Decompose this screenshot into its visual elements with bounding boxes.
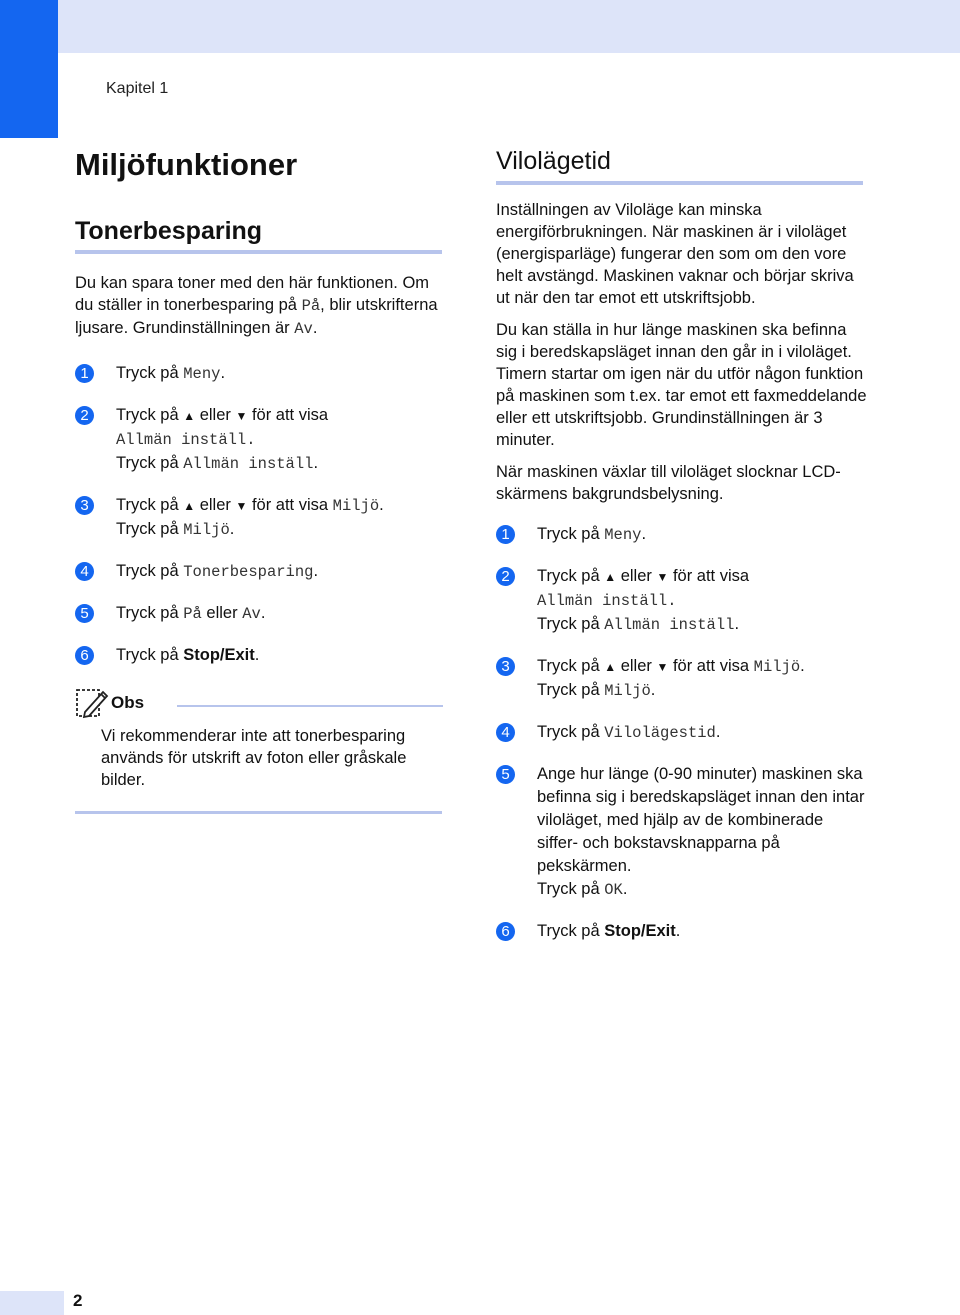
list-item [496,721,868,745]
list-item [496,920,868,943]
note-title: Obs [111,693,145,712]
step-number-badge: 3 [496,657,515,676]
note-rule [75,811,442,814]
list-item [496,523,868,547]
paragraph: När maskinen växlar till viloläget slocknar LCD-skärmens bakgrundsbelysning. [496,463,841,503]
list-item [75,602,447,626]
step-number-badge: 5 [75,604,94,623]
up-arrow-icon: ▲ [604,570,617,584]
step-number-badge: 5 [496,765,515,784]
step-text: Tryck på På eller Av. [116,604,266,623]
page-number: 2 [73,1291,83,1310]
step-number-badge: 2 [496,567,515,586]
section-title-vilolagetid: Vilolägetid [496,147,611,175]
right-column [496,146,868,961]
list-item [75,560,447,584]
list-item [75,494,447,542]
paragraph: Du kan ställa in hur länge maskinen ska befinna sig i beredskapsläget innan den går in i viloläget. Timern startar om igen när du utför någon funktion på maskinen som t.ex. tar emot ett faxmeddelande eller ett utskriftsjobb. Grundinställningen är 3 minuter. [496,321,867,449]
step-number-badge: 3 [75,496,94,515]
list-item [75,404,447,476]
step-text: Tryck på Stop/Exit. [537,922,681,940]
down-arrow-icon: ▼ [656,660,669,674]
step-number-badge: 2 [75,406,94,425]
step-text: Ange hur länge (0-90 minuter) maskinen ska befinna sig i beredskapsläget innan den intar viloläget, med hjälp av de kombinerade siffer- och bokstavsknapparna på pekskärmen. Tryck på OK. [537,765,865,899]
step-text: Tryck på ▲ eller ▼ för att visa Miljö. Tryck på Miljö. [116,496,384,539]
intro-paragraph: Du kan spara toner med den här funktionen. Om du ställer in tonerbesparing på På, blir utskrifterna ljusare. Grundinställningen är Av. [75,274,438,338]
page-title: Miljöfunktioner [75,147,298,182]
step-text: Tryck på Stop/Exit. [116,646,260,664]
chapter-tab [0,0,58,138]
step-text: Tryck på Tonerbesparing. [116,562,319,581]
list-item [75,362,447,386]
step-text: Tryck på ▲ eller ▼ för att visa Allmän inställ. Tryck på Allmän inställ. [537,567,750,634]
step-text: Tryck på Vilolägestid. [537,723,721,742]
list-item [496,655,868,703]
note-text: Vi rekommenderar inte att tonerbesparing används för utskrift av foton eller gråskale bilder. [101,727,407,789]
note-box [75,685,447,814]
step-number-badge: 6 [75,646,94,665]
up-arrow-icon: ▲ [183,409,196,423]
left-column [75,146,447,814]
note-rule [177,705,443,707]
down-arrow-icon: ▼ [656,570,669,584]
up-arrow-icon: ▲ [604,660,617,674]
header-band [0,0,960,53]
list-item [496,763,868,902]
section-rule [496,181,863,185]
down-arrow-icon: ▼ [235,499,248,513]
note-pencil-icon [75,686,109,720]
step-number-badge: 6 [496,922,515,941]
step-number-badge: 1 [75,364,94,383]
down-arrow-icon: ▼ [235,409,248,423]
up-arrow-icon: ▲ [183,499,196,513]
step-number-badge: 4 [496,723,515,742]
page-number-band [0,1291,64,1315]
step-text: Tryck på Meny. [537,525,647,544]
list-item [75,644,447,667]
step-text: Tryck på Meny. [116,364,226,383]
chapter-label: Kapitel 1 [106,80,169,97]
section-rule [75,250,442,254]
section-title-tonerbesparing: Tonerbesparing [75,217,263,245]
step-list [496,523,868,943]
list-item [496,565,868,637]
step-text: Tryck på ▲ eller ▼ för att visa Miljö. Tryck på Miljö. [537,657,805,700]
step-list [75,362,447,667]
step-number-badge: 1 [496,525,515,544]
paragraph: Inställningen av Viloläge kan minska energiförbrukningen. När maskinen är i viloläget (energisparläge) fungerar den som om den vore helt avstängd. Maskinen vaknar och börjar skriva ut när den tar emot ett utskriftsjobb. [496,201,854,307]
step-text: Tryck på ▲ eller ▼ för att visa Allmän inställ. Tryck på Allmän inställ. [116,406,329,473]
step-number-badge: 4 [75,562,94,581]
